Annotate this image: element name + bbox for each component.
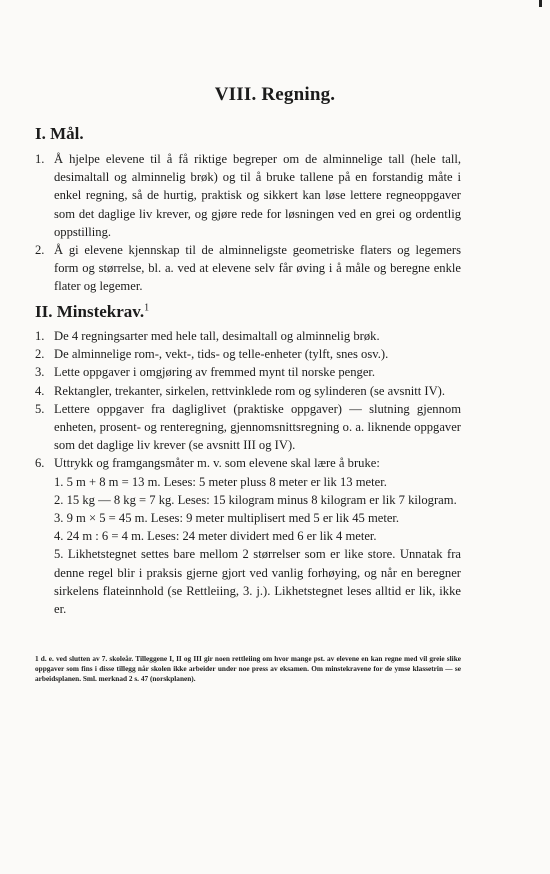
scan-mark [539, 0, 542, 7]
item-text: Lettere oppgaver fra dagliglivet (praktiske oppgaver) — slutning gjennom enheten, prosent- og renteregning, gjennomsnittsregning o. a. liknende oppgaver som det daglige liv krever (se avsnitt III og IV). [54, 401, 461, 453]
item-number: 1. [35, 152, 45, 166]
item-number: 1. [35, 329, 45, 343]
item-number: 6. [35, 456, 45, 471]
list-item [35, 241, 461, 296]
sublist-item: 5. Likhetstegnet settes bare mellom 2 størrelser som er like store. Unnatak fra denne regel blir i praksis gjerne gjort ved vanlig forhøying, og når en beregner sirkelens flateinnhold (se Rettleiing, 3. j.). Likhetstegnet leses alltid er lik, ikke er. [54, 547, 461, 617]
requirements-list [35, 327, 461, 618]
usage-sublist [54, 473, 461, 619]
sublist-item: 4. 24 m : 6 = 4 m. Leses: 24 meter dividert med 6 er lik 4 meter. [54, 529, 377, 544]
item-number: 2. [35, 347, 45, 362]
item-text: Uttrykk og framgangsmåter m. v. som elevene skal lære å bruke: [54, 456, 380, 471]
sublist-item: 3. 9 m × 5 = 45 m. Leses: 9 meter multiplisert med 5 er lik 45 meter. [54, 511, 400, 526]
page-title: VIII. Regning. [214, 84, 336, 105]
item-text: De alminnelige rom-, vekt-, tids- og telle-enheter (tylft, snes osv.). [54, 347, 389, 362]
goals-list [35, 150, 461, 296]
sublist-item: 1. 5 m + 8 m = 13 m. Leses: 5 meter pluss 8 meter er lik 13 meter. [54, 474, 387, 489]
list-item [35, 454, 461, 618]
list-item [35, 345, 461, 363]
item-text: Å hjelpe elevene til å få riktige begreper om de alminnelige tall (hele tall, desimaltall og alminnelig brøk) og til å bruke tallene på en forstandig måte i enkel regning, så de hurtig, praktisk og sikkert kan løse lettere regneoppgaver som det daglige liv krever, og gjøre rede for løsningen ved en grei og ordentlig oppstilling. [54, 152, 461, 239]
item-text: Å gi elevene kjennskap til de alminneligste geometriske flaters og legemers form og størrelse, bl. a. ved at elevene selv får øving i å måle og beregne enkle flater og legemer. [54, 243, 461, 294]
item-number: 5. [35, 401, 45, 416]
sublist-item: 2. 15 kg — 8 kg = 7 kg. Leses: 15 kilogram minus 8 kilogram er lik 7 kilogram. [54, 492, 457, 507]
list-item [35, 400, 461, 455]
heading-text: II. Minstekrav. [35, 302, 145, 321]
footnote-marker: 1 [144, 302, 150, 314]
footnote: 1 d. e. ved slutten av 7. skoleår. Tilleggene I, II og III gir noen rettleiing om hvor mange pst. av elevene en kan regne med vil greie slike oppgaver som fins i disse tillegg når skolen ikke arbeider under noe press av eksamen. Om minstekravene for de ymse klassetrin — se arbeidsplanen. Sml. merknad 2 s. 47 (norskplanen). [35, 654, 461, 683]
item-number: 2. [35, 243, 45, 258]
item-text: Lette oppgaver i omgjøring av fremmed mynt til norske penger. [54, 365, 376, 380]
item-text: Rektangler, trekanter, sirkelen, rettvinklede rom og sylinderen (se avsnitt IV). [54, 383, 446, 398]
item-number: 4. [35, 383, 45, 398]
item-number: 3. [35, 365, 45, 380]
list-item [35, 150, 461, 241]
list-item [35, 363, 461, 381]
list-item [35, 327, 461, 345]
section-heading-minstekrav [35, 302, 149, 322]
item-text: De 4 regningsarter med hele tall, desimaltall og alminnelig brøk. [54, 329, 380, 343]
list-item [35, 382, 461, 400]
section-heading-maal: I. Mål. [35, 124, 84, 143]
